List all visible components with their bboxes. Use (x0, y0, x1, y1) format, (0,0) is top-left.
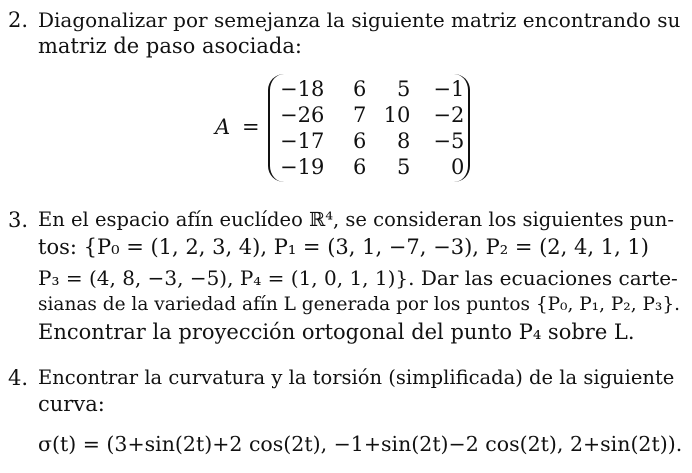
matrix-cell: −18 (280, 77, 325, 101)
matrix-cell: −17 (280, 129, 325, 153)
problem-4-line-2: curva: (38, 392, 105, 416)
matrix-cell: 5 (396, 155, 411, 179)
problem-2-line-1: Diagonalizar por semejanza la siguiente matriz encontrando su (38, 8, 681, 32)
matrix-row (280, 154, 464, 180)
matrix-cell: −19 (280, 155, 325, 179)
problem-4-line-1: Encontrar la curvatura y la torsión (simplificada) de la siguiente (38, 366, 675, 389)
problem-2-line-2: matriz de paso asociada: (38, 34, 302, 58)
matrix-cell: 6 (352, 77, 367, 101)
matrix-row (280, 128, 464, 154)
matrix-cell: −2 (433, 103, 465, 127)
curve-formula: σ(t) = (3+sin(2t)+2 cos(2t), −1+sin(2t)−2 cos(2t), 2+sin(2t)). (38, 432, 683, 456)
matrix-cell: 6 (352, 129, 367, 153)
problem-3-line-2: tos: {P₀ = (1, 2, 3, 4), P₁ = (3, 1, −7, −3), P₂ = (2, 4, 1, 1) (38, 235, 649, 259)
matrix-cell: −5 (433, 129, 465, 153)
problem-3-line-4: sianas de la variedad afín L generada por los puntos {P₀, P₁, P₂, P₃}. (38, 294, 680, 315)
matrix-A (228, 74, 478, 184)
problem-2-number: 2. (8, 8, 29, 32)
problem-3-line-5: Encontrar la proyección ortogonal del punto P₄ sobre L. (38, 320, 635, 344)
matrix-cell: 8 (396, 129, 411, 153)
matrix-cell: 0 (450, 155, 465, 179)
problem-3-number: 3. (8, 208, 29, 232)
matrix-name: A (215, 115, 231, 139)
problem-3-line-3: P₃ = (4, 8, −3, −5), P₄ = (1, 0, 1, 1)}. Dar las ecuaciones carte- (38, 266, 678, 290)
matrix-equals: = (242, 115, 260, 139)
matrix-cell: 6 (352, 155, 367, 179)
matrix-cell: −1 (433, 77, 465, 101)
matrix-row (280, 102, 464, 128)
matrix-cell: 7 (352, 103, 367, 127)
matrix-cell: 10 (383, 103, 411, 127)
problem-4-number: 4. (8, 366, 29, 390)
matrix-cell: −26 (280, 103, 325, 127)
matrix-table (280, 76, 464, 180)
matrix-cell: 5 (396, 77, 411, 101)
matrix-row (280, 76, 464, 102)
problem-3-line-1: En el espacio afín euclídeo ℝ⁴, se consideran los siguientes pun- (38, 208, 674, 231)
